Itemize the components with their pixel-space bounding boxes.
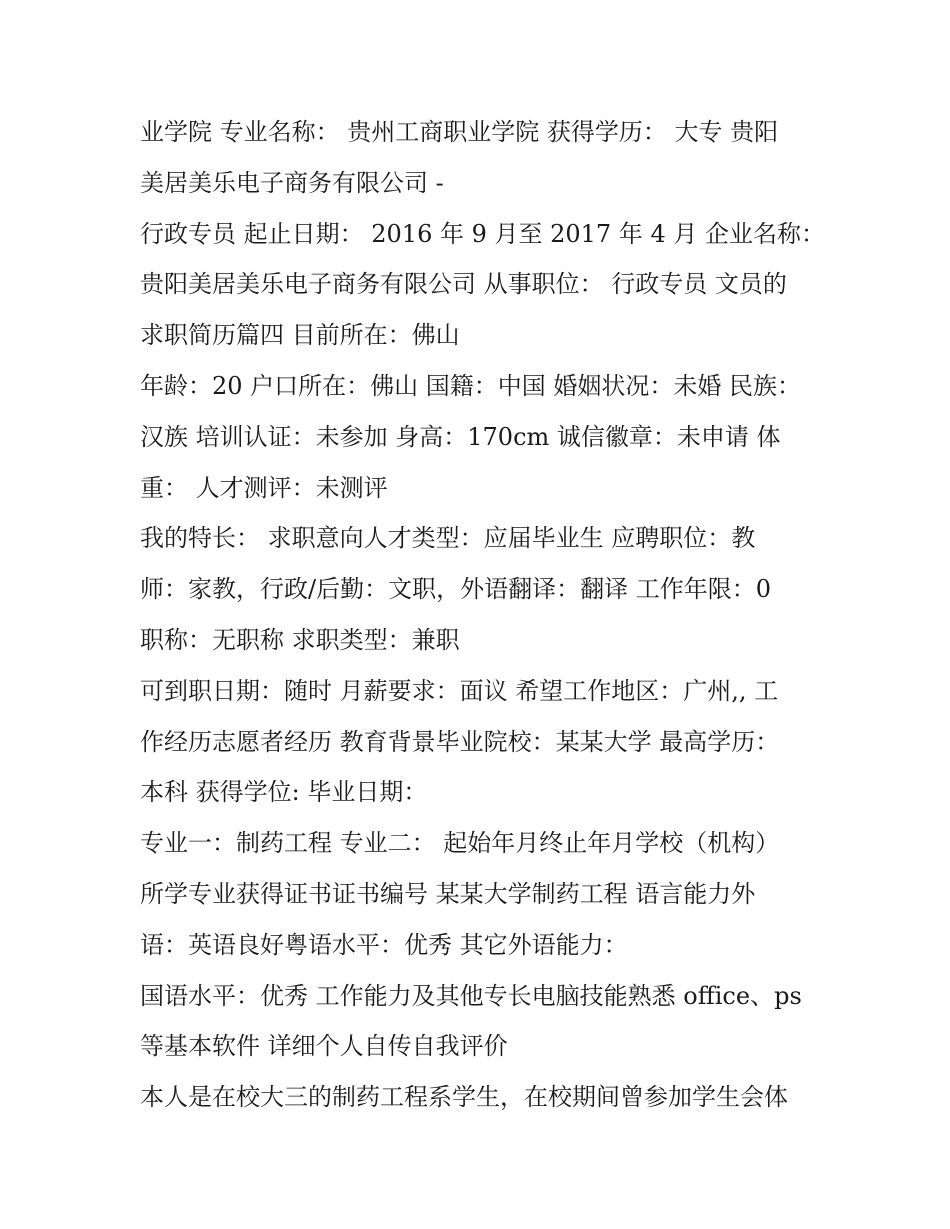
text-line: 重： 人才测评：未测评 <box>140 473 388 502</box>
text-line: 我的特长： 求职意向人才类型：应届毕业生 应聘职位：教 <box>140 524 756 553</box>
text-line: 可到职日期：随时 月薪要求：面议 希望工作地区：广州,, 工 <box>140 676 779 705</box>
text-line: 职称：无职称 求职类型：兼职 <box>140 625 460 654</box>
text-line: 等基本软件 详细个人自传自我评价 <box>140 1032 508 1061</box>
text-line: 国语水平：优秀 工作能力及其他专长电脑技能熟悉 office、ps <box>140 981 802 1010</box>
text-line: 年龄：20 户口所在：佛山 国籍：中国 婚姻状况：未婚 民族： <box>140 371 802 400</box>
text-line: 行政专员 起止日期： 2016 年 9 月至 2017 年 4 月 企业名称： <box>140 219 825 248</box>
text-line: 求职简历篇四 目前所在：佛山 <box>140 321 460 350</box>
text-line: 本人是在校大三的制药工程系学生，在校期间曾参加学生会体 <box>140 1083 788 1112</box>
text-line: 师：家教，行政/后勤：文职，外语翻译：翻译 工作年限：0 <box>140 575 771 604</box>
text-line: 贵阳美居美乐电子商务有限公司 从事职位： 行政专员 文员的 <box>140 270 787 299</box>
text-line: 所学专业获得证书证书编号 某某大学制药工程 语言能力外 <box>140 879 756 908</box>
text-line: 业学院 专业名称： 贵州工商职业学院 获得学历： 大专 贵阳 <box>140 118 779 146</box>
text-line: 专业一：制药工程 专业二： 起始年月终止年月学校（机构） <box>140 829 780 858</box>
text-line: 作经历志愿者经历 教育背景毕业院校：某某大学 最高学历： <box>140 727 780 756</box>
document-body <box>140 107 825 1123</box>
text-line: 汉族 培训认证：未参加 身高：170cm 诚信徽章：未申请 体 <box>140 422 781 451</box>
text-line: 美居美乐电子商务有限公司 - <box>140 168 444 197</box>
text-line: 本科 获得学位: 毕业日期： <box>140 778 428 807</box>
text-line: 语：英语良好粤语水平：优秀 其它外语能力： <box>140 930 628 959</box>
